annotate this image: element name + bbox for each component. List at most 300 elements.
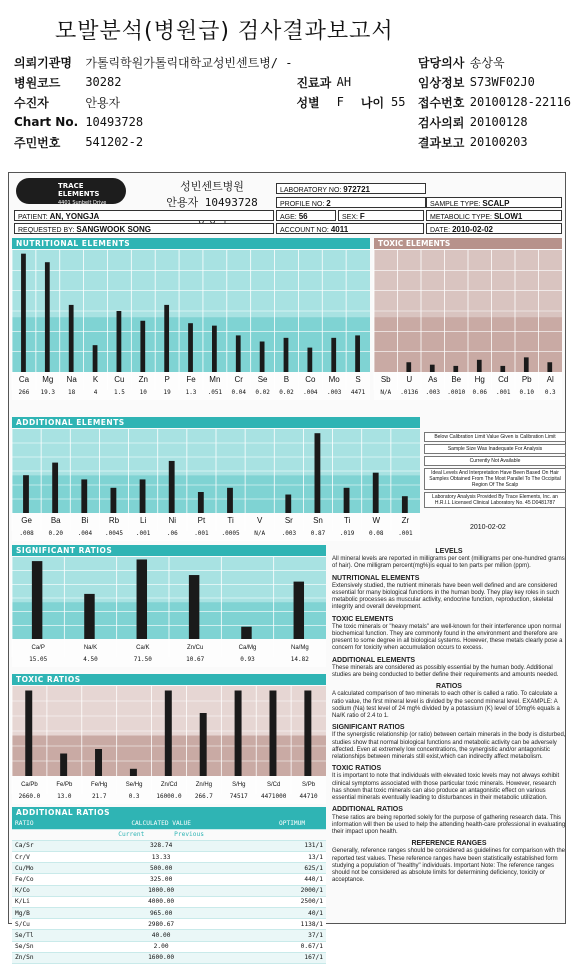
ratio-name: Se/Sn xyxy=(12,941,64,952)
ratio-optimum: 2500/1 xyxy=(258,896,326,907)
category-label: Ca/K xyxy=(136,645,150,651)
col-ratio: RATIO xyxy=(12,818,64,829)
age-value: 56 xyxy=(298,212,308,221)
page-title: 모발분석(병원급) 검사결과보고서 xyxy=(55,19,394,44)
value-label: .06 xyxy=(166,530,178,537)
value-label: 10 xyxy=(139,389,147,396)
category-label: S xyxy=(355,375,361,384)
bar-ca xyxy=(21,254,26,372)
ratio-name: S/Cu xyxy=(12,919,64,930)
value-label: .008 xyxy=(19,530,34,537)
value-label: 2660.0 xyxy=(18,793,41,800)
category-label: V xyxy=(257,516,263,525)
header-value: 10493728 xyxy=(85,115,144,129)
bar-cr xyxy=(236,335,241,372)
bar-na-mg xyxy=(294,582,304,639)
header-label xyxy=(296,112,336,132)
bar-bi xyxy=(81,479,87,513)
ratio-optimum: 167/1 xyxy=(258,952,326,963)
bar-sr xyxy=(285,495,291,513)
header-value xyxy=(337,52,361,72)
value-label: 21.7 xyxy=(91,793,107,800)
value-label: 266 xyxy=(18,389,30,396)
value-label: .001 xyxy=(194,530,209,537)
bar-s-hg xyxy=(235,691,242,777)
section-heading: ADDITIONAL ELEMENTS xyxy=(332,656,416,664)
section-heading: ADDITIONAL RATIOS xyxy=(332,806,403,814)
bar-ti xyxy=(344,488,350,513)
value-label: .003 xyxy=(326,389,342,396)
bar-zr xyxy=(402,496,408,513)
value-label: 0.02 xyxy=(255,389,270,396)
category-label: Rb xyxy=(108,516,120,525)
category-label: Pb xyxy=(521,375,532,384)
age-label: AGE: xyxy=(280,214,297,221)
category-label: Na xyxy=(66,375,77,384)
lab-no-value: 972721 xyxy=(343,185,370,194)
table-row xyxy=(12,908,326,919)
explanation-column xyxy=(332,544,566,884)
section-text: If the synergistic relationship (or ratio) between certain minerals in the body is disturbed, studies show that normal biological functions and metabolic activity can be adversely affected. Even at extremely low concentrations, the synergistic and/or antagonistic relationships between minerals still exist,which can indirectly affect metabolism. xyxy=(332,732,566,761)
table-row xyxy=(12,874,326,885)
sex-box xyxy=(338,210,424,221)
category-label: Sr xyxy=(284,516,293,525)
table-row xyxy=(12,852,326,863)
value-label: 4471000 xyxy=(261,793,287,800)
value-label: .001 xyxy=(135,530,151,537)
bar-ba xyxy=(52,463,58,513)
value-label: 266.7 xyxy=(194,793,213,800)
ratio-current: 1600.00 xyxy=(64,952,258,963)
value-label: 1.3 xyxy=(185,389,197,396)
account-value: 4011 xyxy=(330,225,349,234)
bar-ge xyxy=(23,475,29,513)
header-label: 나이 xyxy=(360,95,385,110)
header-value: S73WF02J0 xyxy=(469,75,535,89)
subcol-previous: Previous xyxy=(174,831,204,839)
date-box xyxy=(426,223,562,234)
profile-label: PROFILE NO: xyxy=(280,201,325,208)
bar-sn xyxy=(315,433,321,513)
value-label: 14.82 xyxy=(290,656,309,663)
bar-pb xyxy=(524,357,529,372)
ratio-current: 328.74 xyxy=(64,840,258,851)
category-label: P xyxy=(164,375,170,384)
metabolic-box xyxy=(426,210,562,221)
bar-s-cd xyxy=(269,691,276,777)
value-label: .051 xyxy=(207,389,223,396)
bar-ca-mg xyxy=(241,627,251,639)
header-label: 수진자 xyxy=(14,95,49,110)
category-label: Hg xyxy=(474,375,485,384)
category-label: Zn/Cu xyxy=(186,645,204,651)
bar-ca-p xyxy=(32,561,42,639)
section-heading: RATIOS xyxy=(436,683,462,691)
significant-title: SIGNIFICANT RATIOS xyxy=(12,545,326,556)
lab-logo-subtext: 4401 Sunbelt Drive xyxy=(58,200,107,206)
date-label: DATE: xyxy=(430,227,451,234)
table-row xyxy=(12,885,326,896)
patient-header xyxy=(14,52,575,152)
header-label: 주민번호 xyxy=(14,135,61,150)
value-label: 4471 xyxy=(350,389,366,396)
value-label: .001 xyxy=(398,530,413,537)
bar-zn-cd xyxy=(165,691,172,777)
toxic-ratios-chart xyxy=(12,686,326,804)
ratio-optimum: 2000/1 xyxy=(258,885,326,896)
requested-box xyxy=(14,223,274,234)
header-value: 20100128-22116 xyxy=(469,95,571,109)
category-label: Co xyxy=(305,375,316,384)
significant-ratios-chart xyxy=(12,557,326,667)
bar-cu xyxy=(117,311,122,372)
bar-se-hg xyxy=(130,769,137,776)
legend-item: Below Calibration Limit Value Given is Calibration Limit xyxy=(424,432,566,442)
ratio-optimum: 37/1 xyxy=(258,930,326,941)
category-label: Fe/Hg xyxy=(91,782,108,788)
table-row xyxy=(12,896,326,907)
bar-s-pb xyxy=(304,691,311,777)
bar-zn xyxy=(140,321,145,372)
value-label: 0.20 xyxy=(48,530,63,537)
age-box xyxy=(276,210,336,221)
bar-cd xyxy=(500,366,505,372)
table-row xyxy=(12,952,326,963)
band-high xyxy=(12,250,370,317)
sample-box xyxy=(426,197,562,208)
category-label: Zn xyxy=(138,375,148,384)
header-value: 안용자 xyxy=(85,95,121,110)
value-label: 19 xyxy=(163,389,171,396)
ratio-optimum: 440/1 xyxy=(258,874,326,885)
bar-al xyxy=(547,362,552,372)
header-value: 55 xyxy=(390,95,406,109)
header-row xyxy=(14,52,575,72)
category-label: Ti xyxy=(343,516,351,525)
ratio-name: K/Co xyxy=(12,885,64,896)
category-label: Cu xyxy=(114,375,125,384)
category-label: Mo xyxy=(328,375,340,384)
bar-p xyxy=(164,305,169,372)
value-label: .019 xyxy=(339,530,355,537)
bar-hg xyxy=(477,360,482,372)
category-label: S/Hg xyxy=(232,782,246,788)
sample-value: SCALP xyxy=(482,199,510,208)
ratio-current: 13.33 xyxy=(64,852,258,863)
ratio-current: 2.00 xyxy=(64,941,258,952)
header-row xyxy=(14,92,575,112)
value-label: .003 xyxy=(281,530,297,537)
nutritional-elements-chart xyxy=(12,250,370,400)
header-label xyxy=(296,52,336,72)
bar-k xyxy=(93,345,98,372)
bar-na xyxy=(69,305,74,372)
sex-label: SEX: xyxy=(342,214,358,221)
header-label: 접수번호 xyxy=(417,95,465,110)
header-value: 가톨릭학원가톨릭대학교성빈센트병/ - xyxy=(85,55,293,70)
bar-fe-pb xyxy=(60,754,67,777)
value-label: N/A xyxy=(254,530,266,537)
category-label: Ca xyxy=(18,375,30,384)
section-text: A calculated comparison of two minerals to each other is called a ratio. To calculate a ratio value, the first mineral level is divided by the second mineral level. EXAMPLE: A sodium (Na) test level of 24 mg% divided by a potassium (K) level of 10mg% equals a Na/K ratio of 2.4 to 1. xyxy=(332,691,560,720)
category-label: Se xyxy=(257,375,268,384)
bar-mn xyxy=(212,326,217,372)
metabolic-label: METABOLIC TYPE: xyxy=(430,214,492,221)
section-text: These minerals are considered as possibly essential by the human body. Additional studies are being conducted to better define their requirements and amounts needed. xyxy=(332,664,559,679)
account-box xyxy=(276,223,424,234)
value-label: 15.05 xyxy=(29,656,48,663)
value-label: 4 xyxy=(93,389,98,396)
header-label: 병원코드 xyxy=(14,75,61,90)
value-label: 74517 xyxy=(229,793,248,800)
table-row xyxy=(12,919,326,930)
value-label: 19.3 xyxy=(40,389,56,396)
category-label: Ti xyxy=(227,516,234,525)
requested-value: SANGWOOK SONG xyxy=(76,225,152,234)
header-label: 임상정보 xyxy=(417,75,465,90)
value-label: .0005 xyxy=(221,530,240,537)
sex-value: F xyxy=(359,212,365,221)
section-heading: NUTRITIONAL ELEMENTS xyxy=(332,574,420,582)
category-label: Ni xyxy=(168,516,177,525)
category-label: Ca/P xyxy=(31,645,45,651)
bar-li xyxy=(140,479,146,513)
header-label: 결과보고 xyxy=(417,135,465,150)
ratio-optimum: 0.67/1 xyxy=(258,941,326,952)
category-label: Ge xyxy=(21,516,32,525)
category-label: Li xyxy=(140,516,147,525)
section-text: It is important to note that individuals with elevated toxic levels may not always exhibit clinical symptoms associated with those particular toxic minerals. However, research has shown that toxic minerals can also produce an antagonistic effect on various essential minerals eventually leading to disturbances in their metabolic utilization. xyxy=(332,773,560,802)
bar-zn-hg xyxy=(200,713,207,776)
side-date: 2010-02-02 xyxy=(470,524,506,531)
sample-label: SAMPLE TYPE: xyxy=(430,201,481,208)
additional-ratios-title: ADDITIONAL RATIOS xyxy=(12,807,326,818)
ratio-name: Se/Tl xyxy=(12,930,64,941)
patient-value: AN, YONGJA xyxy=(49,212,100,221)
ratio-name: Cu/Mo xyxy=(12,863,64,874)
value-label: 0.10 xyxy=(519,389,534,396)
header-value: 20100203 xyxy=(469,135,528,149)
additional-elements-chart xyxy=(12,429,420,541)
category-label: Fe xyxy=(186,375,196,384)
header-label: 성별 xyxy=(296,95,320,110)
subcol-current: Current xyxy=(118,831,145,839)
header-value xyxy=(337,132,361,152)
value-label: 16000.0 xyxy=(156,793,182,800)
ratio-current: 40.00 xyxy=(64,930,258,941)
table-row xyxy=(12,840,326,851)
ratio-current: 4000.00 xyxy=(64,896,258,907)
header-label xyxy=(361,72,391,92)
bar-ni xyxy=(169,461,175,513)
ratio-optimum: 40/1 xyxy=(258,908,326,919)
bar-b xyxy=(284,338,289,372)
section-text: Generally, reference ranges should be considered as guidelines for comparison with the reported test values. These reference ranges have been statistically established form studying a population of "healthy" individuals. Important Note: The reference ranges should not be considered as absolute limits for determining deficiency, toxicity or acceptance. xyxy=(332,848,566,884)
bar-na-k xyxy=(84,594,94,639)
header-value xyxy=(337,112,361,132)
value-label: 0.02 xyxy=(279,389,294,396)
lab-logo-text: TRACE ELEMENTS xyxy=(58,182,100,198)
value-label: 0.93 xyxy=(240,656,255,663)
category-label: Ca/Mg xyxy=(238,645,257,651)
bar-mo xyxy=(331,338,336,372)
section-text: All mineral levels are reported in milligrams per cent (milligrams per one-hundred grams of hair). One milligram percent(mg%)is equal to ten parts per million (ppm). xyxy=(332,556,565,570)
col-calculated: CALCULATED VALUE xyxy=(64,818,258,829)
section-heading: TOXIC ELEMENTS xyxy=(332,615,394,623)
category-label: Se/Hg xyxy=(125,782,143,788)
value-label: 4.50 xyxy=(83,656,98,663)
category-label: As xyxy=(428,375,438,384)
bar-u xyxy=(406,362,411,372)
legend-item: Ideal Levels And Interpretation Have Been Based On Hair Samples Obtained From The Most Parallel To The Occipital Region Of The Scalp xyxy=(424,468,566,490)
value-label: 18 xyxy=(68,389,76,396)
ratio-current: 965.00 xyxy=(64,908,258,919)
category-label: Zn/Hg xyxy=(195,782,213,788)
ratio-current: 2980.67 xyxy=(64,919,258,930)
header-value: 20100128 xyxy=(469,115,528,129)
header-value xyxy=(391,112,418,132)
value-label: .0136 xyxy=(400,389,419,396)
category-label: Zr xyxy=(401,516,410,525)
legend-item: Sample Size Was Inadequate For Analysis xyxy=(424,444,566,454)
category-label: Mg xyxy=(42,375,54,384)
patient-box xyxy=(14,210,274,221)
value-label: .003 xyxy=(425,389,440,396)
header-value: 30282 xyxy=(85,75,122,89)
value-label: 0.3 xyxy=(544,389,556,396)
ratio-name: Fe/Co xyxy=(12,874,64,885)
category-label: Fe/Pb xyxy=(56,782,73,788)
bar-as xyxy=(430,365,435,372)
header-label xyxy=(361,52,391,72)
toxic-title: TOXIC ELEMENTS xyxy=(374,238,562,249)
bar-ti xyxy=(227,488,233,513)
legend-item: Currently Not Available xyxy=(424,456,566,466)
header-value: 541202-2 xyxy=(85,135,144,149)
profile-box xyxy=(276,197,426,208)
category-label: Sb xyxy=(380,375,391,384)
lab-no-box xyxy=(276,183,426,194)
header-row xyxy=(14,132,575,152)
value-label: 0.08 xyxy=(369,530,384,537)
value-label: .001 xyxy=(496,389,511,396)
header-label: Chart No. xyxy=(14,115,79,129)
header-row xyxy=(14,72,575,92)
legend-box xyxy=(424,430,566,510)
value-label: 0.3 xyxy=(128,793,140,800)
category-label: Bi xyxy=(81,516,89,525)
bar-se xyxy=(260,342,265,373)
legend-item: Laboratory Analysis Provided By Trace Elements, Inc. an H.R.I.L Licensed Clinical Laboratory No. 45 D0481787 xyxy=(424,492,566,508)
bar-zn-cu xyxy=(189,575,199,639)
toxic-elements-chart xyxy=(374,250,562,400)
value-label: .004 xyxy=(77,530,93,537)
category-label: Be xyxy=(451,375,462,384)
bar-rb xyxy=(111,488,117,513)
ratio-optimum: 625/1 xyxy=(258,863,326,874)
category-label: B xyxy=(283,375,290,384)
category-label: Al xyxy=(546,375,554,384)
bar-ca-pb xyxy=(25,691,32,777)
bar-pt xyxy=(198,492,204,513)
category-label: K xyxy=(92,375,99,384)
bar-w xyxy=(373,473,379,513)
ratio-name: Zn/Sn xyxy=(12,952,64,963)
bar-fe-hg xyxy=(95,749,102,776)
value-label: N/A xyxy=(380,389,392,396)
additional-ratios-table xyxy=(12,818,326,964)
category-label: Cd xyxy=(498,375,509,384)
ratio-optimum: 13/1 xyxy=(258,852,326,863)
account-label: ACCOUNT NO: xyxy=(280,227,329,234)
category-label: S/Pb xyxy=(302,782,316,788)
bar-co xyxy=(307,348,312,372)
ratio-optimum: 1138/1 xyxy=(258,919,326,930)
section-heading: REFERENCE RANGES xyxy=(411,840,487,848)
category-label: Cr xyxy=(234,375,243,384)
metabolic-value: SLOW1 xyxy=(493,212,523,221)
header-value xyxy=(391,132,418,152)
category-label: Na/K xyxy=(83,645,98,651)
header-value: AH xyxy=(336,75,352,89)
ratio-name: Mg/B xyxy=(12,908,64,919)
category-label: U xyxy=(406,375,413,384)
additional-title: ADDITIONAL ELEMENTS xyxy=(12,417,420,428)
bar-s xyxy=(355,335,360,372)
value-label: 0.04 xyxy=(231,389,246,396)
ratio-current: 325.00 xyxy=(64,874,258,885)
category-label: Zn/Cd xyxy=(160,782,178,788)
ratio-name: Cr/V xyxy=(12,852,64,863)
category-label: Sn xyxy=(313,516,323,525)
date-value: 2010-02-02 xyxy=(452,225,493,234)
section-text: Extensively studied, the nutrient minerals have been well defined and are considered essential for many biological functions in the human body. They play key roles in such metabolic processes as muscular activity, endocrine function, reproduction, skeletal integrity and overall development. xyxy=(332,582,560,611)
section-text: The toxic minerals or "heavy metals" are well-known for their interference upon normal biochemical function. They are commonly found in the environment and therefore are present to some degree in all biological systems. However, these metals clearly pose a concern for toxicity when accumulation occurs to excess. xyxy=(332,623,563,652)
bar-fe xyxy=(188,323,193,372)
value-label: .004 xyxy=(303,389,318,396)
ratio-name: Ca/Sr xyxy=(12,840,64,851)
section-heading: LEVELS xyxy=(435,548,463,555)
ratio-current: 500.00 xyxy=(64,863,258,874)
ratio-name: K/Li xyxy=(12,896,64,907)
value-label: 0.06 xyxy=(472,389,487,396)
col-optimum: OPTIMUM xyxy=(258,818,326,829)
nutritional-title: NUTRITIONAL ELEMENTS xyxy=(12,238,370,249)
category-label: Ca/Pb xyxy=(21,782,38,788)
section-heading: TOXIC RATIOS xyxy=(332,765,382,773)
ratio-optimum: 131/1 xyxy=(258,840,326,851)
table-row xyxy=(12,941,326,952)
stamp-line: 성빈센트병원 xyxy=(180,180,244,193)
category-label: Na/Mg xyxy=(290,645,309,651)
category-label: W xyxy=(372,516,381,525)
header-label: 의뢰기관명 xyxy=(14,55,72,70)
toxic-ratios-title: TOXIC RATIOS xyxy=(12,674,326,685)
header-label: 담당의사 xyxy=(417,55,465,70)
table-row xyxy=(12,930,326,941)
header-value xyxy=(391,72,418,92)
bar-be xyxy=(453,366,458,372)
header-label: 검사의뢰 xyxy=(417,115,465,130)
section-text: These ratios are being reported solely for the purpose of gathering research data. This information will then be used to help the attending health-care professional in evaluating their impact upon health. xyxy=(332,814,566,835)
value-label: 1.5 xyxy=(113,389,125,396)
section-heading: SIGNIFICANT RATIOS xyxy=(332,724,405,732)
header-label xyxy=(296,132,336,152)
stamp-line: 안용자 10493728 xyxy=(166,196,258,209)
requested-label: REQUESTED BY: xyxy=(18,227,75,234)
header-row xyxy=(14,112,575,132)
lab-logo xyxy=(16,178,126,204)
